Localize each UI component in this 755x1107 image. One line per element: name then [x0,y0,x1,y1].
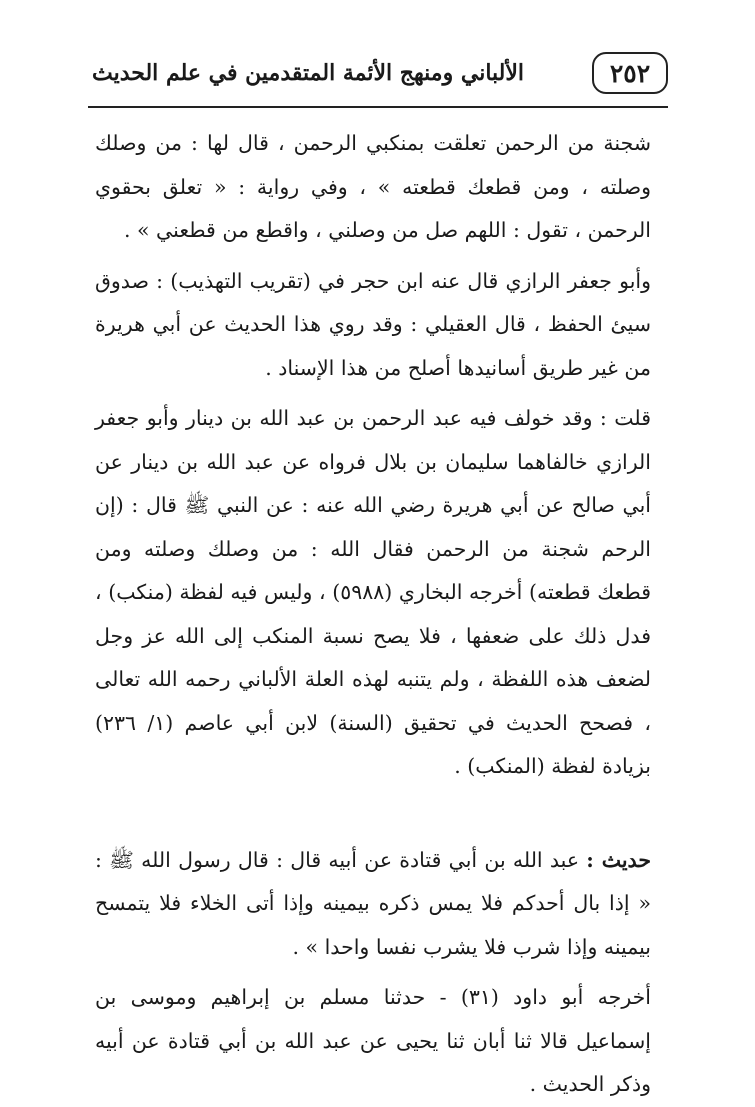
page-body [95,122,651,1107]
hadith-text: عبد الله بن أبي قتادة عن أبيه قال : قال رسول الله ﷺ : « إذا بال أحدكم فلا يمس ذكره بيمينه وإذا أتى الخلاء فلا يتمسح بيمينه وإذا شرب فلا يشرب نفسا واحدا » . [95,847,651,959]
paragraph-1: شجنة من الرحمن تعلقت بمنكبي الرحمن ، قال لها : من وصلك وصلته ، ومن قطعك قطعته » ، وفي رواية : « تعلق بحقوي الرحمن ، تقول : اللهم صل من وصلني ، واقطع من قطعني » . [95,131,651,242]
paragraph-2: وأبو جعفر الرازي قال عنه ابن حجر في (تقريب التهذيب) : صدوق سيئ الحفظ ، قال العقيلي : وقد روي هذا الحديث عن أبي هريرة من غير طريق أسانيدها أصلح من هذا الإسناد . [95,268,651,380]
page-number: ٢٥٢ [592,52,668,94]
paragraph-5: أخرجه أبو داود (٣١) - حدثنا مسلم بن إبراهيم وموسى بن إسماعيل قالا ثنا أبان ثنا يحيى عن عبد الله بن أبي قتادة عن أبيه وذكر الحديث . [95,985,651,1096]
header-divider [88,106,668,108]
running-title: الألباني ومنهج الأئمة المتقدمين في علم الحديث [92,60,525,86]
paragraph-4 [95,839,651,970]
hadith-label: حديث : [586,847,651,872]
page-header [88,52,668,96]
paragraph-3: قلت : وقد خولف فيه عبد الرحمن بن عبد الله بن دينار وأبو جعفر الرازي خالفاهما سليمان بن بلال فرواه عن عبد الله بن دينار عن أبي صالح عن أبي هريرة رضي الله عنه : عن النبي ﷺ قال : (إن الرحم شجنة من الرحمن فقال الله : من وصلك وصلته ومن قطعك قطعته) أخرجه البخاري (٥٩٨٨) ، وليس فيه لفظة (منكب) ، فدل ذلك على ضعفها ، فلا يصح نسبة المنكب إلى الله عز وجل لضعف هذه اللفظة ، ولم يتنبه لهذه العلة الألباني رحمه الله تعالى ، فصحح الحديث في تحقيق (السنة) لابن أبي عاصم (١/ ٢٣٦) بزيادة لفظة (المنكب) . [95,406,652,778]
